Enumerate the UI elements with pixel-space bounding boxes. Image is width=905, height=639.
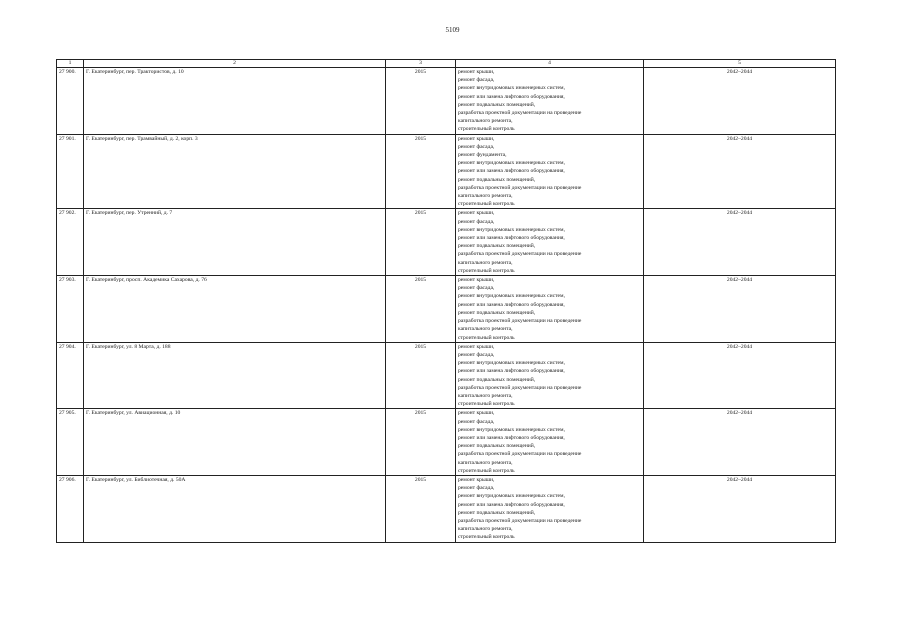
repair-period: 2042–2044 xyxy=(644,134,836,209)
repair-period: 2042–2044 xyxy=(644,409,836,476)
work-item: ремонт внутридомовых инженерных систем, xyxy=(458,293,565,300)
row-number: 27 902. xyxy=(57,209,84,276)
work-item: ремонт или замена лифтового оборудования, xyxy=(458,501,565,508)
table-body xyxy=(57,68,836,543)
work-item: разработка проектной документации на проведение xyxy=(458,251,582,258)
year-value: 2015 xyxy=(386,409,456,476)
work-item: ремонт фундамента, xyxy=(458,152,507,159)
work-item: разработка проектной документации на проведение xyxy=(458,451,582,458)
work-item: капитального ремонта, xyxy=(458,259,513,266)
work-item: разработка проектной документации на проведение xyxy=(458,184,582,191)
work-item: капитального ремонта, xyxy=(458,326,513,333)
repair-period: 2042–2044 xyxy=(644,68,836,135)
work-item: ремонт или замена лифтового оборудования, xyxy=(458,368,565,375)
building-address: Г. Екатеринбург, пер. Утренний, д. 7 xyxy=(84,209,386,276)
work-item: ремонт фасада, xyxy=(458,77,495,84)
work-item: ремонт крыши, xyxy=(458,476,495,483)
works-list xyxy=(456,68,644,135)
row-number: 27 905. xyxy=(57,409,84,476)
row-number: 27 900. xyxy=(57,68,84,135)
column-header-5: 5 xyxy=(644,60,836,68)
building-address: Г. Екатеринбург, ул. Библиотечная, д. 50А xyxy=(84,475,386,542)
table-row xyxy=(57,68,836,135)
building-address: Г. Екатеринбург, пер. Трамвайный, д. 2, корп. 3 xyxy=(84,134,386,209)
row-number: 27 901. xyxy=(57,134,84,209)
work-item: ремонт фасада, xyxy=(458,285,495,292)
work-item: разработка проектной документации на проведение xyxy=(458,318,582,325)
table-row xyxy=(57,409,836,476)
year-value: 2015 xyxy=(386,475,456,542)
work-item: ремонт крыши, xyxy=(458,343,495,350)
work-item: капитального ремонта, xyxy=(458,193,513,200)
work-item: строительный контроль xyxy=(458,534,515,541)
works-list xyxy=(456,134,644,209)
row-number: 27 903. xyxy=(57,276,84,343)
work-item: ремонт внутридомовых инженерных систем, xyxy=(458,426,565,433)
work-item: ремонт подвальных помещений, xyxy=(458,243,536,250)
table-row xyxy=(57,134,836,209)
building-address: Г. Екатеринбург, ул. 8 Марта, д. 188 xyxy=(84,342,386,409)
works-list xyxy=(456,475,644,542)
work-item: строительный контроль xyxy=(458,401,515,408)
work-item: строительный контроль xyxy=(458,201,515,208)
row-number: 27 904. xyxy=(57,342,84,409)
column-header-4: 4 xyxy=(456,60,644,68)
work-item: строительный контроль xyxy=(458,126,515,133)
work-item: ремонт внутридомовых инженерных систем, xyxy=(458,160,565,167)
building-address: Г. Екатеринбург, ул. Авиационная, д. 10 xyxy=(84,409,386,476)
page-number: 5109 xyxy=(445,26,460,34)
work-item: ремонт фасада, xyxy=(458,351,495,358)
building-address: Г. Екатеринбург, пер. Трактористов, д. 10 xyxy=(84,68,386,135)
works-list xyxy=(456,409,644,476)
work-item: разработка проектной документации на проведение xyxy=(458,517,582,524)
year-value: 2015 xyxy=(386,276,456,343)
work-item: ремонт крыши, xyxy=(458,69,495,75)
work-item: ремонт крыши, xyxy=(458,135,495,142)
work-item: ремонт или замена лифтового оборудования, xyxy=(458,235,565,242)
work-item: капитального ремонта, xyxy=(458,392,513,399)
table-row xyxy=(57,209,836,276)
year-value: 2015 xyxy=(386,342,456,409)
work-item: ремонт внутридомовых инженерных систем, xyxy=(458,226,565,233)
work-item: разработка проектной документации на проведение xyxy=(458,110,582,117)
building-address: Г. Екатеринбург, просп. Академика Сахарова, д. 76 xyxy=(84,276,386,343)
row-number: 27 906. xyxy=(57,475,84,542)
work-item: строительный контроль xyxy=(458,467,515,474)
repair-period: 2042–2044 xyxy=(644,342,836,409)
work-item: ремонт фасада, xyxy=(458,143,495,150)
repair-period: 2042–2044 xyxy=(644,276,836,343)
work-item: строительный контроль xyxy=(458,334,515,341)
work-item: ремонт подвальных помещений, xyxy=(458,309,536,316)
work-item: ремонт подвальных помещений, xyxy=(458,509,536,516)
work-item: ремонт или замена лифтового оборудования, xyxy=(458,93,565,100)
work-item: капитального ремонта, xyxy=(458,526,513,533)
works-list xyxy=(456,276,644,343)
work-item: ремонт крыши, xyxy=(458,410,495,417)
column-header-3: 3 xyxy=(386,60,456,68)
work-item: ремонт подвальных помещений, xyxy=(458,443,536,450)
column-header-2: 2 xyxy=(84,60,386,68)
work-item: разработка проектной документации на проведение xyxy=(458,384,582,391)
table-row xyxy=(57,276,836,343)
work-item: ремонт подвальных помещений, xyxy=(458,176,536,183)
table-row xyxy=(57,475,836,542)
repair-schedule-table xyxy=(56,59,836,543)
work-item: ремонт подвальных помещений, xyxy=(458,376,536,383)
work-item: ремонт или замена лифтового оборудования, xyxy=(458,301,565,308)
year-value: 2015 xyxy=(386,134,456,209)
work-item: ремонт фасада, xyxy=(458,485,495,492)
work-item: ремонт фасада, xyxy=(458,218,495,225)
work-item: ремонт подвальных помещений, xyxy=(458,101,536,108)
work-item: ремонт или замена лифтового оборудования, xyxy=(458,168,565,175)
work-item: ремонт внутридомовых инженерных систем, xyxy=(458,493,565,500)
work-item: строительный контроль xyxy=(458,267,515,274)
year-value: 2015 xyxy=(386,68,456,135)
repair-period: 2042–2044 xyxy=(644,475,836,542)
work-item: ремонт крыши, xyxy=(458,210,495,217)
column-header-1: 1 xyxy=(57,60,84,68)
works-list xyxy=(456,209,644,276)
repair-period: 2042–2044 xyxy=(644,209,836,276)
column-number-row xyxy=(57,60,836,68)
work-item: ремонт крыши, xyxy=(458,277,495,284)
year-value: 2015 xyxy=(386,209,456,276)
table-row xyxy=(57,342,836,409)
work-item: капитального ремонта, xyxy=(458,118,513,125)
work-item: капитального ремонта, xyxy=(458,459,513,466)
work-item: ремонт внутридомовых инженерных систем, xyxy=(458,85,565,92)
work-item: ремонт внутридомовых инженерных систем, xyxy=(458,360,565,367)
work-item: ремонт фасада, xyxy=(458,418,495,425)
work-item: ремонт или замена лифтового оборудования, xyxy=(458,434,565,441)
works-list xyxy=(456,342,644,409)
